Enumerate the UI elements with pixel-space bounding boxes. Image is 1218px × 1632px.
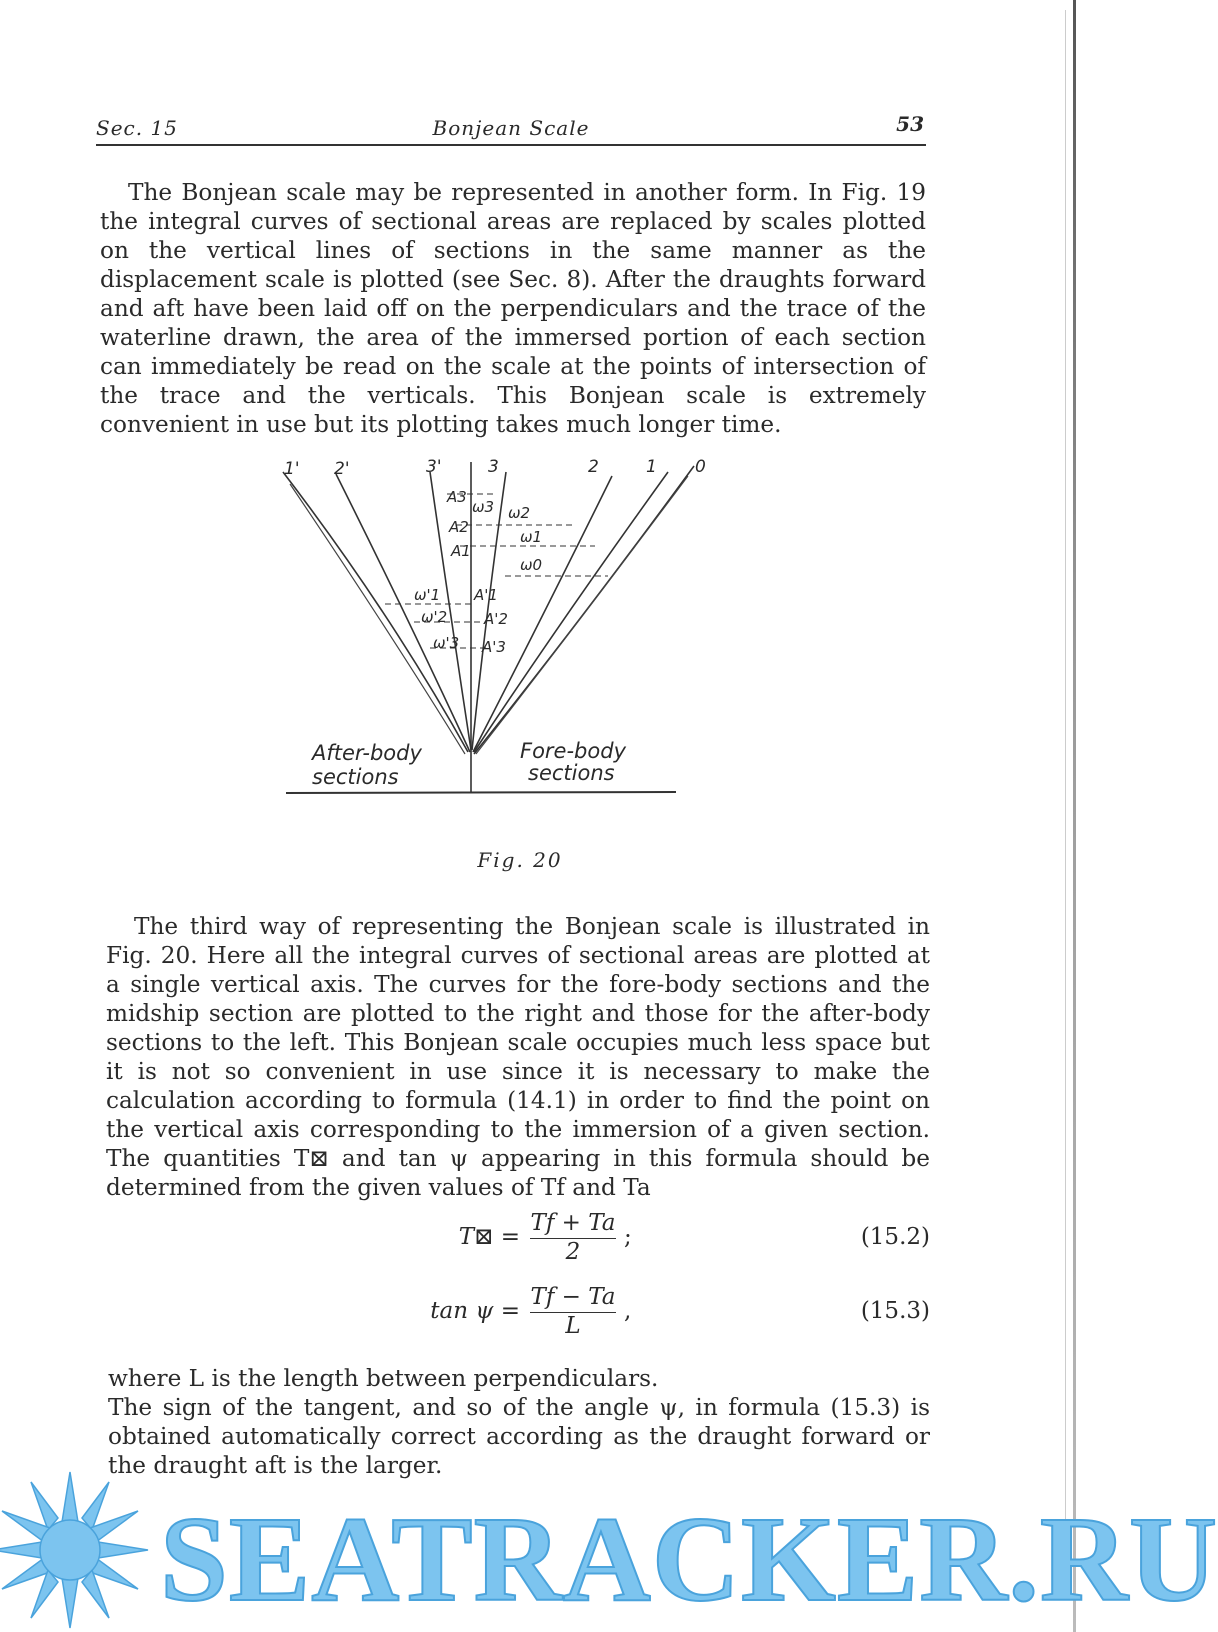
paragraph-2-text: The third way of representing the Bonjean scale is illustrated in Fig. 20. Here all the integral curves of sectional areas are plotted at a single vertical axis. The curves for the fore-body sections and the midship section are plotted to the right and those for the after-body sections to the left. This Bonjean scale occupies much less space but it is not so convenient in use since it is necessary to make the calculation according to formula (14.1) in order to find the point on the vertical axis corresponding to the immersion of a given section. The quantities T⊠ and tan ψ appearing in this formula should be determined from the given values of Tf and Ta (106, 913, 930, 1201)
label-curve-3: 3 (488, 457, 499, 477)
label-curve-3-prime: 3' (426, 457, 442, 477)
label-curve-2: 2 (588, 457, 599, 477)
label-w1-prime: ω'1 (414, 586, 441, 604)
paragraph-4-text: The sign of the tangent, and so of the angle ψ, in formula (15.3) is obtained automatically correct according as the draught forward or the draught aft is the larger. (108, 1394, 930, 1479)
equation-15-3-lhs: tan ψ = (430, 1298, 520, 1324)
label-a1-prime: A'1 (474, 586, 498, 604)
equation-15-2-punct: ; (624, 1224, 632, 1250)
equation-15-3 (380, 1284, 930, 1344)
equation-15-2-number: (15.2) (860, 1224, 930, 1250)
after-body-label-line2: sections (312, 765, 399, 789)
label-w1: ω1 (520, 528, 543, 546)
equation-15-3-numerator: Tf − Ta (530, 1284, 616, 1313)
label-a2-prime: A'2 (484, 610, 508, 628)
label-a2: A2 (449, 518, 469, 536)
label-curve-0: 0 (695, 457, 706, 477)
label-curve-2-prime: 2' (334, 459, 350, 479)
fore-body-label-line2: sections (528, 761, 615, 785)
page-edge-shadow (1065, 10, 1066, 1570)
sun-icon (0, 1472, 148, 1628)
label-curve-1-prime: 1' (284, 459, 300, 479)
equation-15-3-denominator: L (565, 1313, 581, 1339)
label-w3: ω3 (472, 498, 495, 516)
figure-caption: Fig. 20 (477, 848, 563, 872)
paragraph-3-text: where L is the length between perpendiculars. (108, 1365, 659, 1392)
equation-15-2-fraction (530, 1210, 616, 1265)
running-title: Bonjean Scale (432, 116, 590, 140)
baseline (286, 792, 676, 793)
page-number: 53 (896, 112, 924, 136)
label-w3-prime: ω'3 (433, 634, 460, 652)
equation-15-2-denominator: 2 (565, 1239, 581, 1265)
section-number: Sec. 15 (96, 116, 178, 140)
fore-body-label-line1: Fore-body (520, 739, 626, 763)
bonjean-diagram (284, 457, 710, 832)
label-w0: ω0 (520, 556, 543, 574)
label-curve-1: 1 (646, 457, 657, 477)
figure-20 (284, 457, 710, 832)
equation-15-2 (380, 1210, 930, 1270)
paragraph-1 (100, 178, 926, 439)
paragraph-2 (106, 912, 930, 1202)
label-a3: A3 (447, 488, 467, 506)
equation-15-2-lhs: T⊠ = (458, 1224, 520, 1250)
label-a3-prime: A'3 (482, 638, 506, 656)
equation-15-3-fraction (530, 1284, 616, 1339)
label-a1: A1 (451, 542, 471, 560)
label-w2-prime: ω'2 (421, 608, 448, 626)
equation-15-3-punct: , (624, 1298, 632, 1324)
equation-15-3-number: (15.3) (860, 1298, 930, 1324)
paragraph-1-text: The Bonjean scale may be represented in another form. In Fig. 19 the integral curves of sectional areas are replaced by scales plotted on the vertical lines of sections in the same manner as the displacement scale is plotted (see Sec. 8). After the draughts forward and aft have been laid off on the perpendiculars and the trace of the waterline drawn, the area of the immersed portion of each section can immediately be read on the scale at the points of intersection of the trace and the verticals. This Bonjean scale is extremely convenient in use but its plotting takes much longer time. (100, 179, 926, 438)
page-edge (1073, 0, 1076, 1632)
watermark-text: SEATRACKER.RU (160, 1492, 1218, 1627)
after-body-label-line1: After-body (312, 741, 422, 765)
equation-15-2-numerator: Tf + Ta (530, 1210, 616, 1239)
paragraph-4 (108, 1393, 930, 1480)
paragraph-3 (108, 1364, 930, 1393)
running-header (96, 112, 926, 146)
label-w2: ω2 (508, 504, 531, 522)
